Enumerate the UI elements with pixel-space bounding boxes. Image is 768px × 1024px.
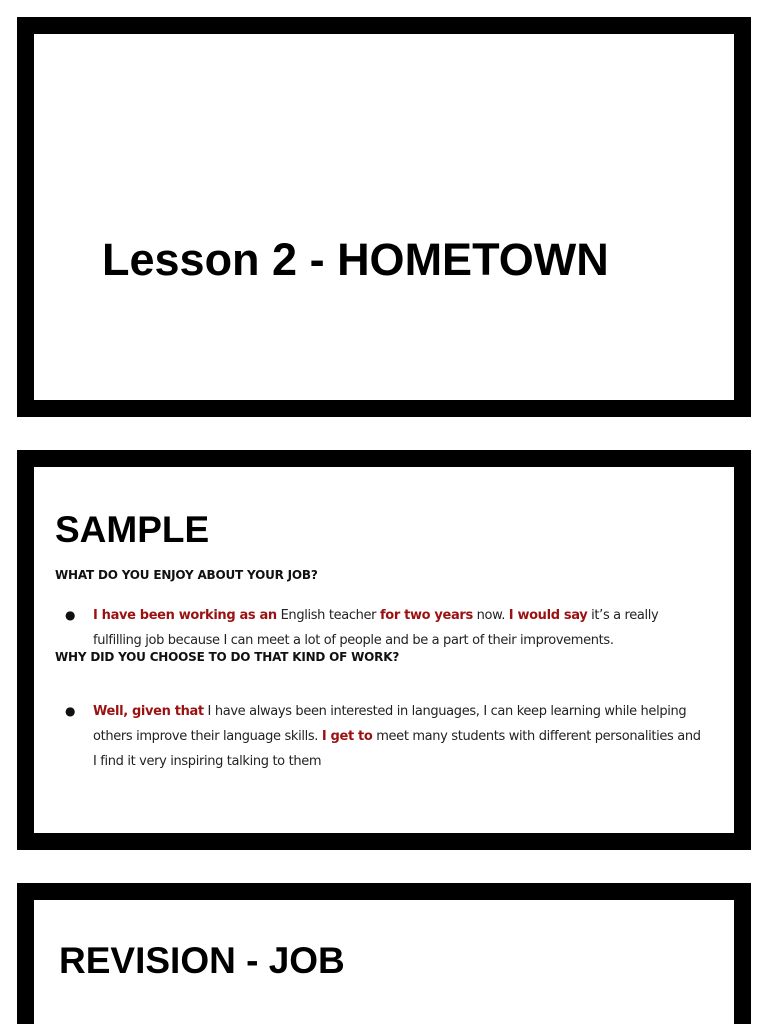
slide-revision-job	[17, 883, 751, 1024]
highlight-phrase: I have been working as an	[93, 608, 277, 623]
answer-text: English teacher	[276, 608, 380, 623]
answer-text: meet many students with different personalities and I find it very inspiring talking to them	[93, 729, 701, 769]
lesson-title: Lesson 2 - HOMETOWN	[102, 234, 609, 285]
highlight-phrase: I would say	[508, 608, 588, 623]
answer-text: now.	[472, 608, 509, 623]
slide-sample	[17, 450, 751, 850]
answer-text: I have always been interested in languages, I can keep learning while helping others improve their language skills.	[93, 704, 687, 744]
sample-heading: SAMPLE	[55, 509, 210, 550]
highlight-phrase: Well, given that	[93, 704, 204, 719]
answer-choose-work	[65, 699, 705, 774]
answer-enjoy-job	[65, 603, 705, 653]
highlight-phrase: for two years	[379, 608, 473, 623]
bullet-icon: ●	[65, 608, 76, 622]
answer-text: it’s a really fulfilling job because I can meet a lot of people and be a part of their improvements.	[93, 608, 659, 648]
highlight-phrase: I get to	[321, 729, 373, 744]
question-enjoy-job: WHAT DO YOU ENJOY ABOUT YOUR JOB?	[55, 568, 318, 582]
bullet-icon: ●	[65, 704, 76, 718]
question-choose-work: WHY DID YOU CHOOSE TO DO THAT KIND OF WORK?	[55, 650, 400, 664]
revision-heading: REVISION - JOB	[59, 940, 345, 981]
slide-lesson-title	[17, 17, 751, 417]
